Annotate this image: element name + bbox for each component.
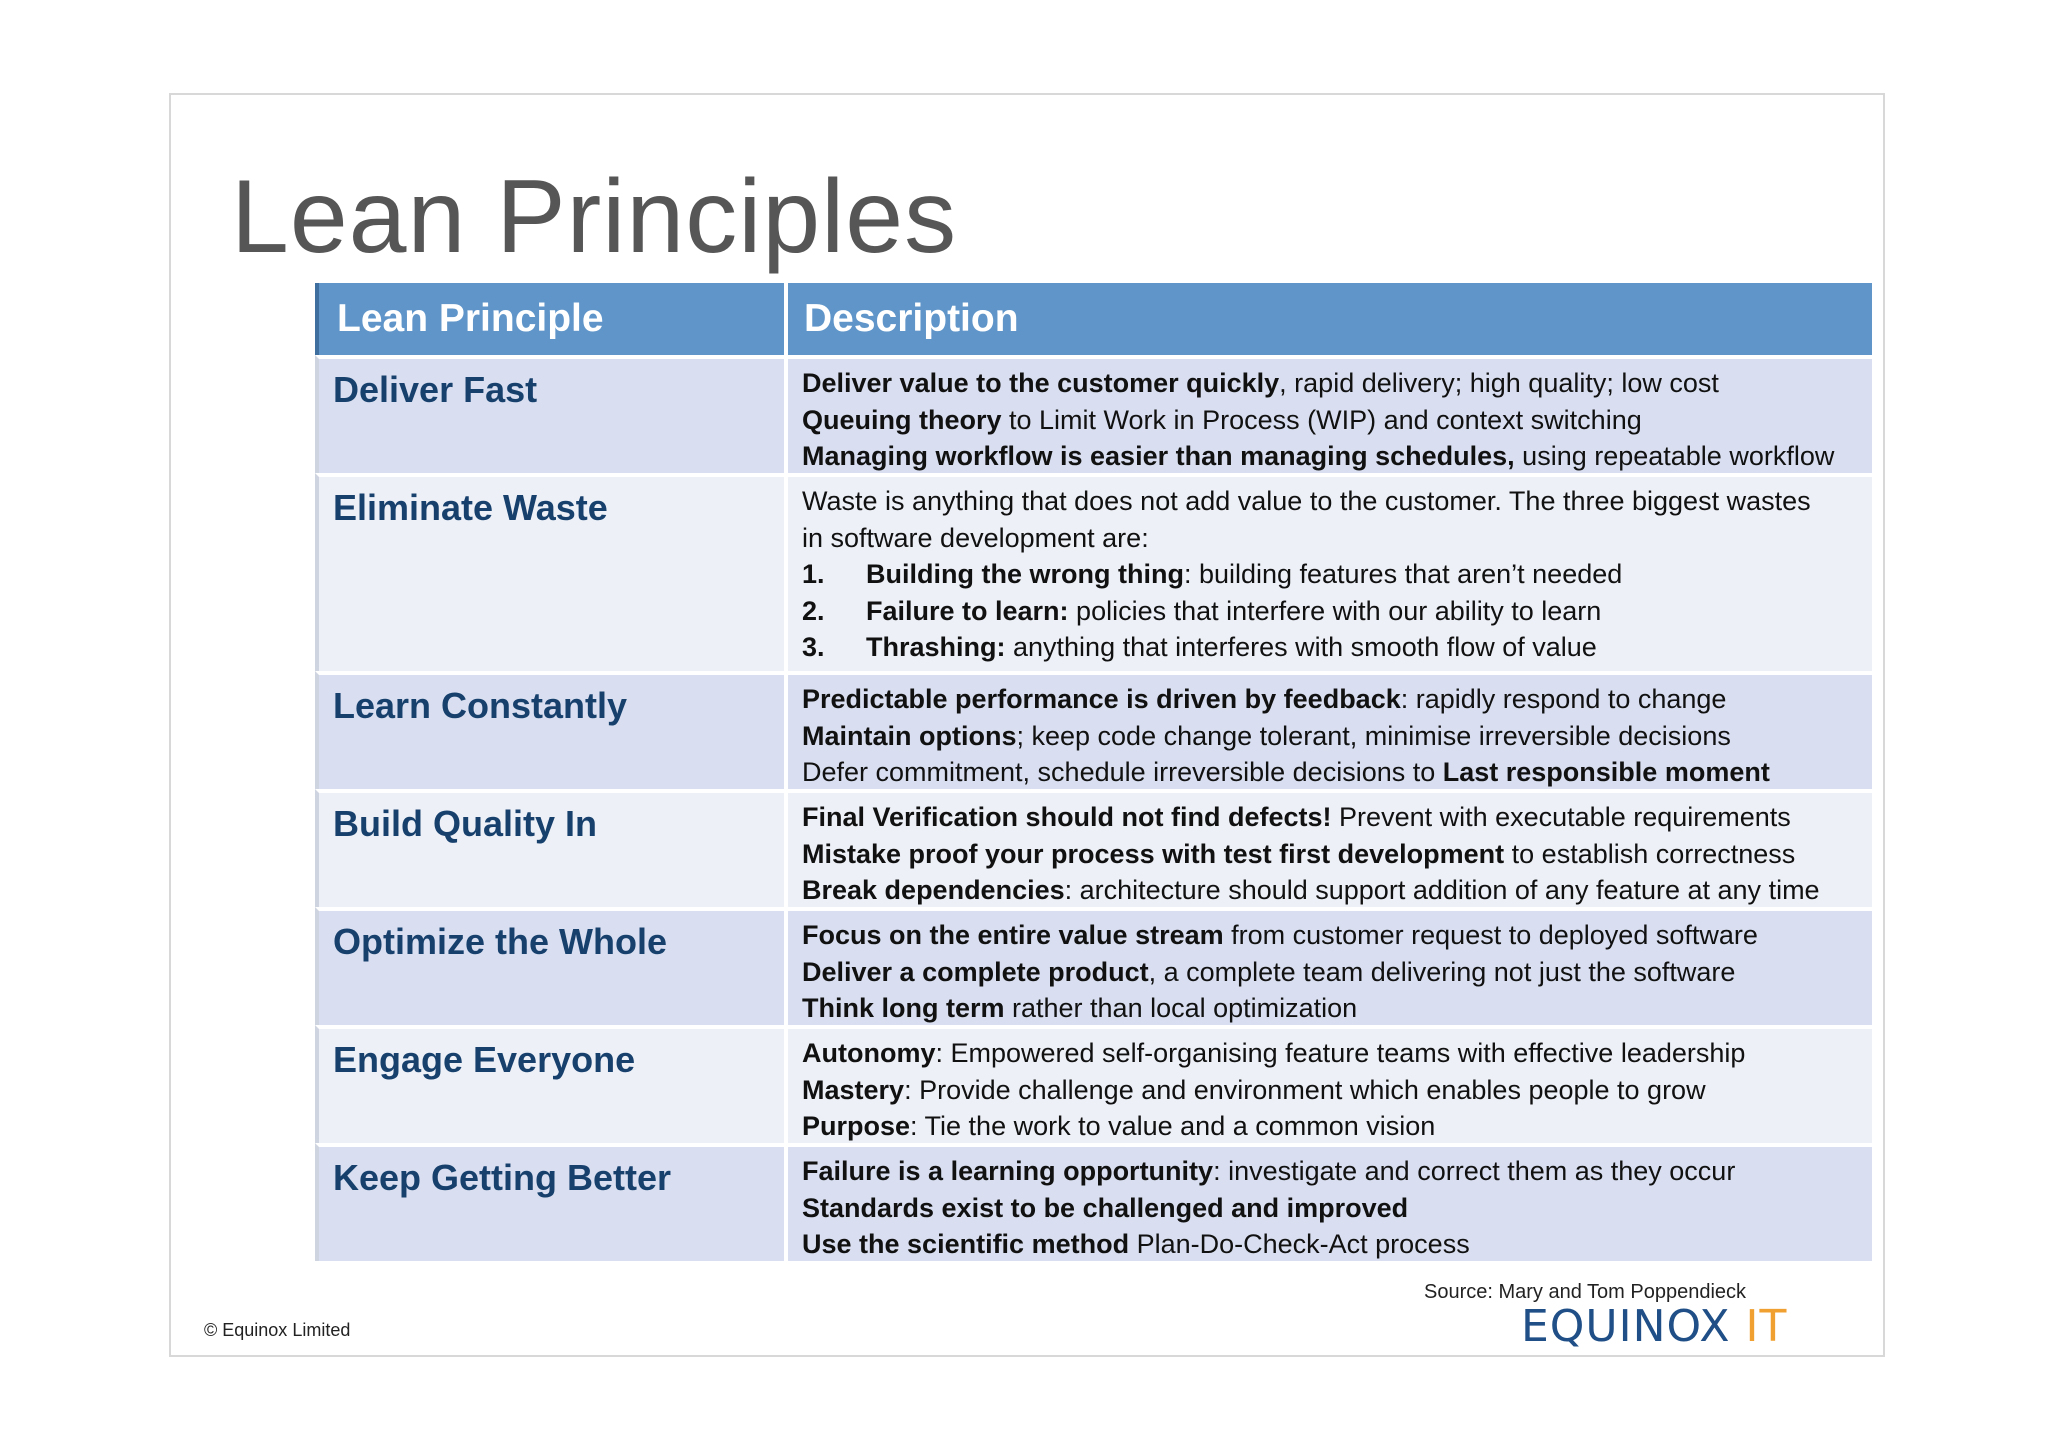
header-lean-principle: Lean Principle <box>319 283 788 355</box>
description-line: Predictable performance is driven by feedback: rapidly respond to change <box>802 684 1727 714</box>
description-line: Standards exist to be challenged and improved <box>802 1192 1409 1223</box>
description-line: Deliver value to the customer quickly, rapid delivery; high quality; low cost <box>802 368 1719 398</box>
numbered-item: 1. Building the wrong thing: building features that aren’t needed <box>802 559 1623 589</box>
principle-description <box>788 1029 1872 1143</box>
table-row <box>315 671 1872 789</box>
principle-name: Learn Constantly <box>319 675 788 789</box>
principle-description <box>788 793 1872 907</box>
table-row <box>315 1025 1872 1143</box>
description-line: in software development are: <box>802 522 1149 553</box>
numbered-item: 3. Thrashing: anything that interferes with smooth flow of value <box>802 632 1597 662</box>
description-line: Mastery: Provide challenge and environment which enables people to grow <box>802 1074 1706 1105</box>
principle-name: Eliminate Waste <box>319 477 788 671</box>
principle-description <box>788 477 1872 671</box>
principle-name: Optimize the Whole <box>319 911 788 1025</box>
principle-name: Deliver Fast <box>319 359 788 473</box>
table-header <box>315 283 1872 355</box>
table-row <box>315 1143 1872 1261</box>
description-line: Queuing theory to Limit Work in Process (WIP) and context switching <box>802 404 1642 435</box>
description-line: Final Verification should not find defects! Prevent with executable requirements <box>802 802 1791 832</box>
principle-name: Keep Getting Better <box>319 1147 788 1261</box>
description-line: Use the scientific method Plan-Do-Check-Act process <box>802 1229 1470 1259</box>
table-row <box>315 907 1872 1025</box>
description-line: Autonomy: Empowered self-organising feature teams with effective leadership <box>802 1038 1746 1068</box>
principle-description <box>788 359 1872 473</box>
copyright-notice: © Equinox Limited <box>204 1320 351 1340</box>
slide <box>169 93 1885 1357</box>
description-line: Break dependencies: architecture should support addition of any feature at any time <box>802 875 1820 905</box>
description-line: Think long term rather than local optimization <box>802 993 1358 1023</box>
principle-name: Build Quality In <box>319 793 788 907</box>
principle-name: Engage Everyone <box>319 1029 788 1143</box>
description-line: Purpose: Tie the work to value and a common vision <box>802 1111 1436 1141</box>
description-line: Focus on the entire value stream from customer request to deployed software <box>802 920 1758 950</box>
equinox-logo: EQUINOX IT <box>1521 1301 1788 1352</box>
table-row <box>315 789 1872 907</box>
table-row <box>315 355 1872 473</box>
principle-description <box>788 911 1872 1025</box>
page-title: Lean Principles <box>231 159 958 275</box>
description-line: Mistake proof your process with test first development to establish correctness <box>802 838 1796 869</box>
description-line: Defer commitment, schedule irreversible decisions to Last responsible moment <box>802 757 1770 787</box>
description-line: Waste is anything that does not add value to the customer. The three biggest wastes <box>802 486 1811 516</box>
source-citation: Source: Mary and Tom Poppendieck <box>1424 1281 1747 1303</box>
principle-description <box>788 1147 1872 1261</box>
table-row <box>315 473 1872 671</box>
description-line: Failure is a learning opportunity: investigate and correct them as they occur <box>802 1156 1736 1186</box>
principle-description <box>788 675 1872 789</box>
header-description: Description <box>804 297 1019 340</box>
description-line: Maintain options; keep code change tolerant, minimise irreversible decisions <box>802 720 1731 751</box>
description-line: Deliver a complete product, a complete team delivering not just the software <box>802 956 1736 987</box>
numbered-item: 2. Failure to learn: policies that interfere with our ability to learn <box>802 595 1602 626</box>
principles-table <box>315 283 1872 1261</box>
description-line: Managing workflow is easier than managing schedules, using repeatable workflow <box>802 441 1835 471</box>
